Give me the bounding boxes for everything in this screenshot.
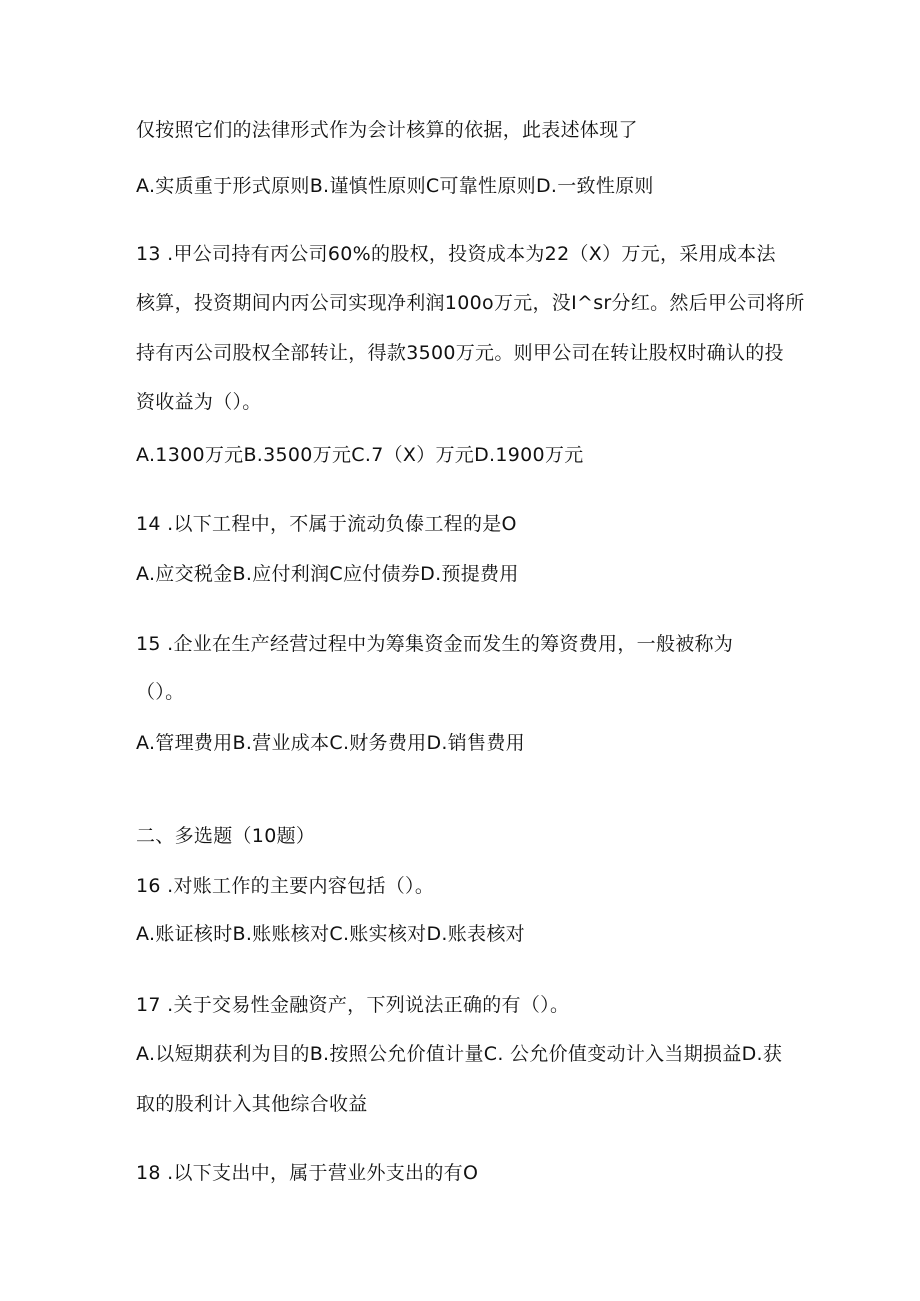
- question-15-stem-line-2: （）。: [136, 681, 185, 703]
- question-16-stem: 16 .对账工作的主要内容包括（）。: [136, 875, 435, 897]
- question-12-options: A.实质重于形式原则B.谨慎性原则C可靠性原则D.一致性原则: [136, 175, 654, 197]
- question-15-stem-line-1: 15 .企业在生产经营过程中为筹集资金而发生的筹资费用，一般被称为: [136, 633, 734, 655]
- question-18-stem: 18 .以下支出中，属于营业外支出的有O: [136, 1162, 479, 1184]
- question-13-options: A.1300万元B.3500万元C.7（X）万元D.1900万元: [136, 444, 584, 466]
- question-15-options: A.管理费用B.营业成本C.财务费用D.销售费用: [136, 732, 525, 754]
- question-13-stem-line-3: 持有丙公司股权全部转让，得款3500万元。则甲公司在转让股权时确认的投: [136, 342, 784, 364]
- question-17-stem: 17 .关于交易性金融资产，下列说法正确的有（）。: [136, 994, 570, 1016]
- section-heading-multiple-choice: 二、多选题（10题）: [136, 825, 316, 847]
- question-13-stem-line-4: 资收益为（）。: [136, 391, 262, 413]
- question-14-options: A.应交税金B.应付利润C应付债券D.预提费用: [136, 563, 519, 585]
- question-14-stem: 14 .以下工程中，不属于流动负傣工程的是O: [136, 513, 517, 535]
- question-13-stem-line-2: 核算，投资期间内丙公司实现净利润100o万元，没I^sr分红。然后甲公司将所: [136, 292, 805, 314]
- question-13-stem-line-1: 13 .甲公司持有丙公司60%的股权，投资成本为22（X）万元，采用成本法: [136, 243, 776, 265]
- question-17-options-line-2: 取的股利计入其他综合收益: [136, 1093, 368, 1115]
- question-16-options: A.账证核时B.账账核对C.账实核对D.账表核对: [136, 923, 525, 945]
- question-17-options-line-1: A.以短期获利为目的B.按照公允价值计量C. 公允价值变动计入当期损益D.获: [136, 1043, 783, 1065]
- question-12-stem-end: 仅按照它们的法律形式作为会计核算的依据，此表述体现了: [136, 119, 638, 141]
